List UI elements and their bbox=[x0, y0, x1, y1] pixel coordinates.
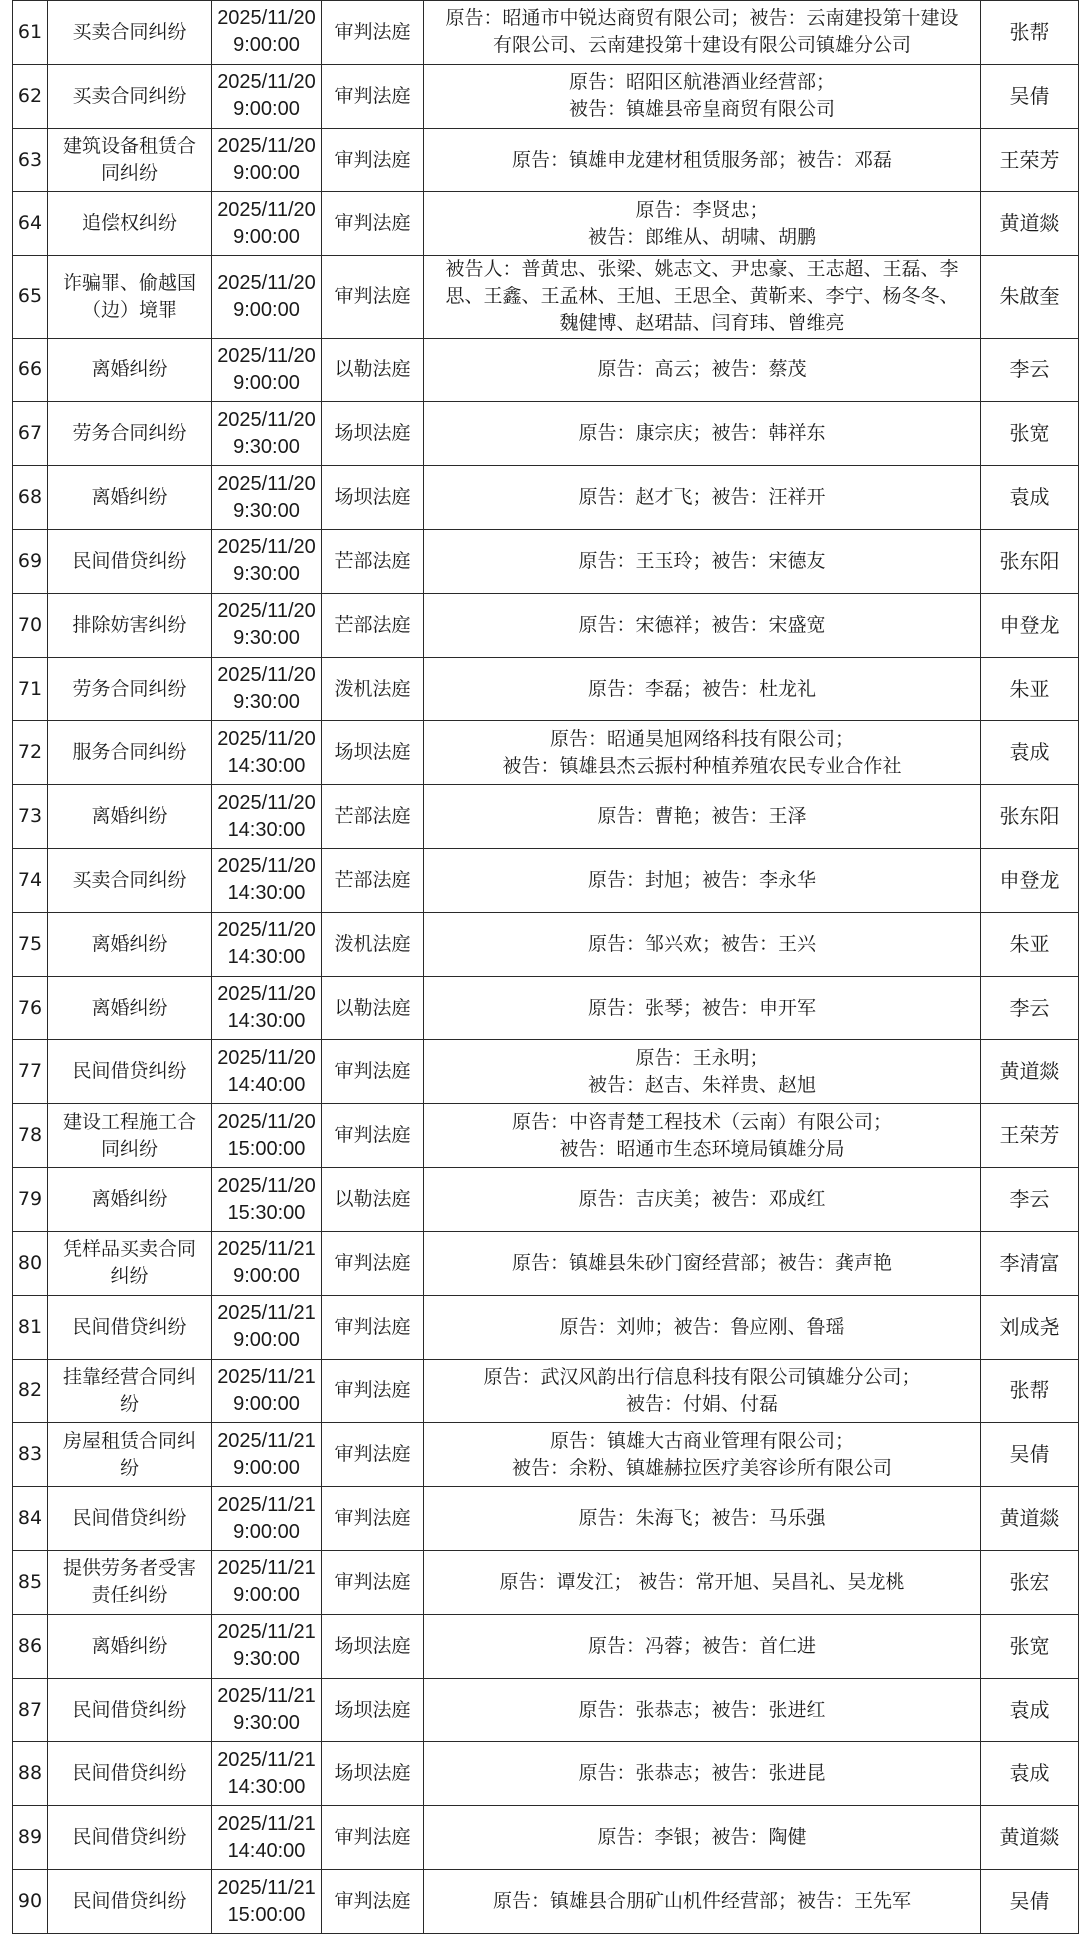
parties-cell: 原告：邹兴欢；被告：王兴 bbox=[424, 912, 981, 976]
hearing-time-cell bbox=[212, 1359, 322, 1423]
case-number-cell: 73 bbox=[13, 785, 48, 849]
hearing-clock-time: 9:00:00 bbox=[233, 34, 300, 57]
judge-cell: 张东阳 bbox=[981, 785, 1079, 849]
hearing-date: 2025/11/20 bbox=[217, 919, 316, 942]
case-number-cell: 66 bbox=[13, 338, 48, 402]
courtroom-cell: 审判法庭 bbox=[322, 1104, 424, 1168]
hearing-date: 2025/11/20 bbox=[217, 983, 316, 1006]
judge-cell: 朱亚 bbox=[981, 912, 1079, 976]
parties-cell: 原告：李贤忠； 被告：郎维从、胡啸、胡鹏 bbox=[424, 192, 981, 256]
hearing-date: 2025/11/20 bbox=[217, 1174, 316, 1197]
hearing-clock-time: 9:00:00 bbox=[233, 1584, 300, 1607]
hearing-date: 2025/11/20 bbox=[217, 600, 316, 623]
case-type-cell: 劳务合同纠纷 bbox=[48, 657, 212, 721]
parties-cell: 原告：谭发江； 被告：常开旭、吴昌礼、吴龙桃 bbox=[424, 1550, 981, 1614]
judge-cell: 李云 bbox=[981, 1168, 1079, 1232]
hearing-time-cell bbox=[212, 402, 322, 466]
courtroom-cell: 以勒法庭 bbox=[322, 338, 424, 402]
parties-cell: 被告人：普黄忠、张梁、姚志文、尹忠豪、王志超、王磊、李 思、王鑫、王孟林、王旭、王思全、黄靳来、李宁、杨冬冬、 魏健博、赵珺喆、闫育玮、曾维亮 bbox=[424, 256, 981, 338]
judge-cell: 王荣芳 bbox=[981, 1104, 1079, 1168]
case-number-cell: 61 bbox=[13, 1, 48, 65]
case-type-cell: 离婚纠纷 bbox=[48, 338, 212, 402]
case-type-cell: 民间借贷纠纷 bbox=[48, 1040, 212, 1104]
courtroom-cell: 场坝法庭 bbox=[322, 402, 424, 466]
case-number-cell: 88 bbox=[13, 1742, 48, 1806]
judge-cell: 黄道燚 bbox=[981, 1806, 1079, 1870]
hearing-time-cell bbox=[212, 785, 322, 849]
table-row bbox=[13, 593, 1079, 657]
parties-cell: 原告：刘帅；被告：鲁应刚、鲁瑶 bbox=[424, 1295, 981, 1359]
hearing-clock-time: 14:40:00 bbox=[227, 1073, 306, 1096]
case-number-cell: 89 bbox=[13, 1806, 48, 1870]
hearing-time-cell bbox=[212, 1742, 322, 1806]
hearing-time-cell bbox=[212, 466, 322, 530]
hearing-clock-time: 9:00:00 bbox=[233, 225, 300, 248]
judge-cell: 申登龙 bbox=[981, 593, 1079, 657]
table-row bbox=[13, 256, 1079, 338]
table-row bbox=[13, 64, 1079, 128]
case-number-cell: 63 bbox=[13, 128, 48, 192]
hearing-date: 2025/11/20 bbox=[217, 1110, 316, 1133]
judge-cell: 申登龙 bbox=[981, 849, 1079, 913]
table-row bbox=[13, 1040, 1079, 1104]
parties-cell: 原告：张琴；被告：申开军 bbox=[424, 976, 981, 1040]
hearing-date: 2025/11/20 bbox=[217, 536, 316, 559]
table-row bbox=[13, 1231, 1079, 1295]
case-type-cell: 建筑设备租赁合 同纠纷 bbox=[48, 128, 212, 192]
hearing-time-cell bbox=[212, 1487, 322, 1551]
judge-cell: 李云 bbox=[981, 338, 1079, 402]
hearing-time-cell bbox=[212, 721, 322, 785]
case-type-cell: 离婚纠纷 bbox=[48, 1614, 212, 1678]
hearing-date: 2025/11/21 bbox=[217, 1493, 316, 1516]
table-row bbox=[13, 338, 1079, 402]
parties-cell: 原告：武汉风韵出行信息科技有限公司镇雄分公司； 被告：付娟、付磊 bbox=[424, 1359, 981, 1423]
case-type-cell: 服务合同纠纷 bbox=[48, 721, 212, 785]
case-type-cell: 凭样品买卖合同 纠纷 bbox=[48, 1231, 212, 1295]
case-type-cell: 买卖合同纠纷 bbox=[48, 64, 212, 128]
judge-cell: 袁成 bbox=[981, 1742, 1079, 1806]
parties-cell: 原告：朱海飞；被告：马乐强 bbox=[424, 1487, 981, 1551]
courtroom-cell: 以勒法庭 bbox=[322, 976, 424, 1040]
hearing-date: 2025/11/20 bbox=[217, 472, 316, 495]
case-number-cell: 83 bbox=[13, 1423, 48, 1487]
parties-cell: 原告：镇雄县合朋矿山机件经营部；被告：王先军 bbox=[424, 1870, 981, 1934]
hearing-date: 2025/11/21 bbox=[217, 1557, 316, 1580]
case-number-cell: 74 bbox=[13, 849, 48, 913]
courtroom-cell: 审判法庭 bbox=[322, 1870, 424, 1934]
hearing-time-cell bbox=[212, 529, 322, 593]
judge-cell: 吴倩 bbox=[981, 1423, 1079, 1487]
courtroom-cell: 泼机法庭 bbox=[322, 657, 424, 721]
courtroom-cell: 芒部法庭 bbox=[322, 529, 424, 593]
table-row bbox=[13, 657, 1079, 721]
parties-cell: 原告：张恭志；被告：张进红 bbox=[424, 1678, 981, 1742]
hearing-clock-time: 14:30:00 bbox=[227, 818, 306, 841]
table-row bbox=[13, 1359, 1079, 1423]
judge-cell: 朱啟奎 bbox=[981, 256, 1079, 338]
case-type-cell: 买卖合同纠纷 bbox=[48, 1, 212, 65]
judge-cell: 黄道燚 bbox=[981, 192, 1079, 256]
table-row bbox=[13, 402, 1079, 466]
parties-cell: 原告：吉庆美；被告：邓成红 bbox=[424, 1168, 981, 1232]
judge-cell: 张宏 bbox=[981, 1550, 1079, 1614]
case-type-cell: 挂靠经营合同纠 纷 bbox=[48, 1359, 212, 1423]
judge-cell: 李云 bbox=[981, 976, 1079, 1040]
hearing-time-cell bbox=[212, 1423, 322, 1487]
hearing-date: 2025/11/20 bbox=[217, 408, 316, 431]
case-number-cell: 77 bbox=[13, 1040, 48, 1104]
hearing-date: 2025/11/21 bbox=[217, 1238, 316, 1261]
case-type-cell: 民间借贷纠纷 bbox=[48, 1742, 212, 1806]
hearing-time-cell bbox=[212, 1, 322, 65]
parties-cell: 原告：王永明； 被告：赵吉、朱祥贵、赵旭 bbox=[424, 1040, 981, 1104]
hearing-clock-time: 9:00:00 bbox=[233, 98, 300, 121]
hearing-clock-time: 9:30:00 bbox=[233, 499, 300, 522]
courtroom-cell: 审判法庭 bbox=[322, 1423, 424, 1487]
hearing-clock-time: 9:30:00 bbox=[233, 1712, 300, 1734]
hearing-date: 2025/11/20 bbox=[217, 664, 316, 686]
table-row bbox=[13, 1678, 1079, 1742]
case-number-cell: 90 bbox=[13, 1870, 48, 1934]
judge-cell: 张帮 bbox=[981, 1, 1079, 65]
case-type-cell: 民间借贷纠纷 bbox=[48, 1678, 212, 1742]
judge-cell: 刘成尧 bbox=[981, 1295, 1079, 1359]
hearing-schedule-table bbox=[12, 0, 1079, 1934]
table-row bbox=[13, 466, 1079, 530]
case-type-cell: 劳务合同纠纷 bbox=[48, 402, 212, 466]
hearing-clock-time: 14:30:00 bbox=[227, 1010, 306, 1033]
hearing-date: 2025/11/20 bbox=[217, 344, 316, 367]
table-row bbox=[13, 1487, 1079, 1551]
case-number-cell: 67 bbox=[13, 402, 48, 466]
hearing-clock-time: 9:30:00 bbox=[233, 627, 300, 650]
case-type-cell: 民间借贷纠纷 bbox=[48, 1487, 212, 1551]
parties-cell: 原告：宋德祥；被告：宋盛宽 bbox=[424, 593, 981, 657]
case-number-cell: 64 bbox=[13, 192, 48, 256]
case-type-cell: 排除妨害纠纷 bbox=[48, 593, 212, 657]
table-row bbox=[13, 1550, 1079, 1614]
courtroom-cell: 审判法庭 bbox=[322, 1040, 424, 1104]
hearing-clock-time: 9:00:00 bbox=[233, 1329, 300, 1352]
hearing-clock-time: 9:30:00 bbox=[233, 1648, 300, 1671]
hearing-clock-time: 14:30:00 bbox=[227, 882, 306, 905]
case-type-cell: 追偿权纠纷 bbox=[48, 192, 212, 256]
parties-cell: 原告：中咨青楚工程技术（云南）有限公司； 被告：昭通市生态环境局镇雄分局 bbox=[424, 1104, 981, 1168]
hearing-time-cell bbox=[212, 1168, 322, 1232]
case-type-cell: 买卖合同纠纷 bbox=[48, 849, 212, 913]
courtroom-cell: 芒部法庭 bbox=[322, 785, 424, 849]
case-number-cell: 82 bbox=[13, 1359, 48, 1423]
hearing-clock-time: 14:40:00 bbox=[227, 1839, 306, 1862]
hearing-time-cell bbox=[212, 1870, 322, 1934]
judge-cell: 吴倩 bbox=[981, 64, 1079, 128]
table-row bbox=[13, 128, 1079, 192]
hearing-date: 2025/11/21 bbox=[217, 1748, 316, 1771]
hearing-date: 2025/11/20 bbox=[217, 727, 316, 750]
case-type-cell: 提供劳务者受害 责任纠纷 bbox=[48, 1550, 212, 1614]
table-row bbox=[13, 849, 1079, 913]
hearing-clock-time: 9:30:00 bbox=[233, 691, 300, 713]
hearing-clock-time: 9:00:00 bbox=[233, 1265, 300, 1288]
case-number-cell: 84 bbox=[13, 1487, 48, 1551]
courtroom-cell: 以勒法庭 bbox=[322, 1168, 424, 1232]
courtroom-cell: 审判法庭 bbox=[322, 1295, 424, 1359]
table-row bbox=[13, 1168, 1079, 1232]
parties-cell: 原告：康宗庆；被告：韩祥东 bbox=[424, 402, 981, 466]
case-number-cell: 68 bbox=[13, 466, 48, 530]
case-type-cell: 离婚纠纷 bbox=[48, 976, 212, 1040]
hearing-date: 2025/11/21 bbox=[217, 1302, 316, 1325]
judge-cell: 李清富 bbox=[981, 1231, 1079, 1295]
hearing-date: 2025/11/20 bbox=[217, 71, 316, 94]
hearing-date: 2025/11/21 bbox=[217, 1365, 316, 1388]
case-type-cell: 离婚纠纷 bbox=[48, 1168, 212, 1232]
courtroom-cell: 芒部法庭 bbox=[322, 593, 424, 657]
judge-cell: 张帮 bbox=[981, 1359, 1079, 1423]
hearing-clock-time: 14:30:00 bbox=[227, 754, 306, 777]
courtroom-cell: 审判法庭 bbox=[322, 1806, 424, 1870]
hearing-date: 2025/11/20 bbox=[217, 135, 316, 158]
parties-cell: 原告：李银；被告：陶健 bbox=[424, 1806, 981, 1870]
case-type-cell: 离婚纠纷 bbox=[48, 466, 212, 530]
case-number-cell: 75 bbox=[13, 912, 48, 976]
courtroom-cell: 审判法庭 bbox=[322, 1487, 424, 1551]
table-row bbox=[13, 976, 1079, 1040]
case-type-cell: 民间借贷纠纷 bbox=[48, 1870, 212, 1934]
hearing-time-cell bbox=[212, 1295, 322, 1359]
case-type-cell: 离婚纠纷 bbox=[48, 785, 212, 849]
case-number-cell: 62 bbox=[13, 64, 48, 128]
case-number-cell: 72 bbox=[13, 721, 48, 785]
hearing-date: 2025/11/20 bbox=[217, 855, 316, 878]
judge-cell: 袁成 bbox=[981, 1678, 1079, 1742]
case-type-cell: 建设工程施工合 同纠纷 bbox=[48, 1104, 212, 1168]
case-number-cell: 70 bbox=[13, 593, 48, 657]
parties-cell: 原告：高云；被告：蔡茂 bbox=[424, 338, 981, 402]
hearing-clock-time: 9:00:00 bbox=[233, 162, 300, 185]
hearing-time-cell bbox=[212, 128, 322, 192]
hearing-clock-time: 15:00:00 bbox=[227, 1903, 306, 1926]
table-row bbox=[13, 1742, 1079, 1806]
hearing-clock-time: 9:30:00 bbox=[233, 563, 300, 586]
case-number-cell: 81 bbox=[13, 1295, 48, 1359]
table-row bbox=[13, 1295, 1079, 1359]
courtroom-cell: 场坝法庭 bbox=[322, 466, 424, 530]
hearing-time-cell bbox=[212, 1806, 322, 1870]
hearing-time-cell bbox=[212, 657, 322, 721]
case-type-cell: 诈骗罪、偷越国 （边）境罪 bbox=[48, 256, 212, 338]
table-row bbox=[13, 1806, 1079, 1870]
parties-cell: 原告：昭阳区航港酒业经营部； 被告：镇雄县帝皇商贸有限公司 bbox=[424, 64, 981, 128]
hearing-time-cell bbox=[212, 256, 322, 338]
hearing-date: 2025/11/20 bbox=[217, 1046, 316, 1069]
courtroom-cell: 场坝法庭 bbox=[322, 721, 424, 785]
hearing-date: 2025/11/21 bbox=[217, 1685, 316, 1707]
parties-cell: 原告：镇雄县朱砂门窗经营部；被告：龚声艳 bbox=[424, 1231, 981, 1295]
courtroom-cell: 泼机法庭 bbox=[322, 912, 424, 976]
parties-cell: 原告：镇雄申龙建材租赁服务部；被告：邓磊 bbox=[424, 128, 981, 192]
judge-cell: 张宽 bbox=[981, 1614, 1079, 1678]
hearing-time-cell bbox=[212, 849, 322, 913]
table-row bbox=[13, 1104, 1079, 1168]
parties-cell: 原告：曹艳；被告：王泽 bbox=[424, 785, 981, 849]
case-number-cell: 85 bbox=[13, 1550, 48, 1614]
case-number-cell: 80 bbox=[13, 1231, 48, 1295]
parties-cell: 原告：张恭志；被告：张进昆 bbox=[424, 1742, 981, 1806]
judge-cell: 王荣芳 bbox=[981, 128, 1079, 192]
hearing-time-cell bbox=[212, 1040, 322, 1104]
judge-cell: 袁成 bbox=[981, 721, 1079, 785]
hearing-time-cell bbox=[212, 1550, 322, 1614]
courtroom-cell: 场坝法庭 bbox=[322, 1742, 424, 1806]
table-row bbox=[13, 192, 1079, 256]
hearing-clock-time: 9:30:00 bbox=[233, 435, 300, 458]
hearing-clock-time: 15:30:00 bbox=[227, 1201, 306, 1224]
courtroom-cell: 场坝法庭 bbox=[322, 1614, 424, 1678]
case-type-cell: 民间借贷纠纷 bbox=[48, 1295, 212, 1359]
judge-cell: 张宽 bbox=[981, 402, 1079, 466]
judge-cell: 朱亚 bbox=[981, 657, 1079, 721]
table-row bbox=[13, 1423, 1079, 1487]
case-type-cell: 民间借贷纠纷 bbox=[48, 529, 212, 593]
case-number-cell: 87 bbox=[13, 1678, 48, 1742]
courtroom-cell: 芒部法庭 bbox=[322, 849, 424, 913]
hearing-date: 2025/11/20 bbox=[217, 7, 316, 30]
courtroom-cell: 审判法庭 bbox=[322, 1, 424, 65]
case-number-cell: 78 bbox=[13, 1104, 48, 1168]
table-row bbox=[13, 1, 1079, 65]
hearing-time-cell bbox=[212, 1614, 322, 1678]
case-number-cell: 86 bbox=[13, 1614, 48, 1678]
hearing-clock-time: 14:30:00 bbox=[227, 946, 306, 969]
hearing-date: 2025/11/20 bbox=[217, 198, 316, 221]
case-type-cell: 民间借贷纠纷 bbox=[48, 1806, 212, 1870]
parties-cell: 原告：昭通昊旭网络科技有限公司； 被告：镇雄县杰云振村种植养殖农民专业合作社 bbox=[424, 721, 981, 785]
courtroom-cell: 审判法庭 bbox=[322, 1359, 424, 1423]
parties-cell: 原告：王玉玲；被告：宋德友 bbox=[424, 529, 981, 593]
table-row bbox=[13, 912, 1079, 976]
case-number-cell: 65 bbox=[13, 256, 48, 338]
case-number-cell: 69 bbox=[13, 529, 48, 593]
case-type-cell: 房屋租赁合同纠 纷 bbox=[48, 1423, 212, 1487]
hearing-date: 2025/11/21 bbox=[217, 1876, 316, 1899]
hearing-time-cell bbox=[212, 1678, 322, 1742]
courtroom-cell: 审判法庭 bbox=[322, 256, 424, 338]
hearing-date: 2025/11/20 bbox=[217, 791, 316, 814]
case-type-cell: 离婚纠纷 bbox=[48, 912, 212, 976]
judge-cell: 黄道燚 bbox=[981, 1040, 1079, 1104]
judge-cell: 吴倩 bbox=[981, 1870, 1079, 1934]
courtroom-cell: 审判法庭 bbox=[322, 64, 424, 128]
table-row bbox=[13, 1870, 1079, 1934]
courtroom-cell: 审判法庭 bbox=[322, 192, 424, 256]
hearing-clock-time: 9:00:00 bbox=[233, 298, 300, 321]
table-row bbox=[13, 1614, 1079, 1678]
hearing-time-cell bbox=[212, 338, 322, 402]
parties-cell: 原告：昭通市中锐达商贸有限公司；被告：云南建投第十建设 有限公司、云南建投第十建设有限公司镇雄分公司 bbox=[424, 1, 981, 65]
hearing-date: 2025/11/21 bbox=[217, 1621, 316, 1644]
hearing-time-cell bbox=[212, 1104, 322, 1168]
parties-cell: 原告：冯蓉；被告：首仁进 bbox=[424, 1614, 981, 1678]
parties-cell: 原告：李磊；被告：杜龙礼 bbox=[424, 657, 981, 721]
hearing-time-cell bbox=[212, 64, 322, 128]
judge-cell: 黄道燚 bbox=[981, 1487, 1079, 1551]
hearing-time-cell bbox=[212, 593, 322, 657]
hearing-clock-time: 9:00:00 bbox=[233, 1520, 300, 1543]
judge-cell: 张东阳 bbox=[981, 529, 1079, 593]
hearing-time-cell bbox=[212, 192, 322, 256]
courtroom-cell: 审判法庭 bbox=[322, 1550, 424, 1614]
hearing-clock-time: 9:00:00 bbox=[233, 1456, 300, 1479]
hearing-clock-time: 15:00:00 bbox=[227, 1137, 306, 1160]
hearing-clock-time: 14:30:00 bbox=[227, 1775, 306, 1798]
hearing-clock-time: 9:00:00 bbox=[233, 371, 300, 394]
table-row bbox=[13, 785, 1079, 849]
hearing-date: 2025/11/21 bbox=[217, 1812, 316, 1835]
hearing-time-cell bbox=[212, 912, 322, 976]
parties-cell: 原告：镇雄大古商业管理有限公司； 被告：余粉、镇雄赫拉医疗美容诊所有限公司 bbox=[424, 1423, 981, 1487]
courtroom-cell: 场坝法庭 bbox=[322, 1678, 424, 1742]
courtroom-cell: 审判法庭 bbox=[322, 128, 424, 192]
case-number-cell: 71 bbox=[13, 657, 48, 721]
table-row bbox=[13, 529, 1079, 593]
case-number-cell: 79 bbox=[13, 1168, 48, 1232]
hearing-time-cell bbox=[212, 976, 322, 1040]
hearing-date: 2025/11/20 bbox=[217, 271, 316, 294]
courtroom-cell: 审判法庭 bbox=[322, 1231, 424, 1295]
judge-cell: 袁成 bbox=[981, 466, 1079, 530]
parties-cell: 原告：赵才飞；被告：汪祥开 bbox=[424, 466, 981, 530]
case-number-cell: 76 bbox=[13, 976, 48, 1040]
parties-cell: 原告：封旭；被告：李永华 bbox=[424, 849, 981, 913]
hearing-date: 2025/11/21 bbox=[217, 1429, 316, 1452]
hearing-time-cell bbox=[212, 1231, 322, 1295]
table-row bbox=[13, 721, 1079, 785]
hearing-clock-time: 9:00:00 bbox=[233, 1392, 300, 1415]
